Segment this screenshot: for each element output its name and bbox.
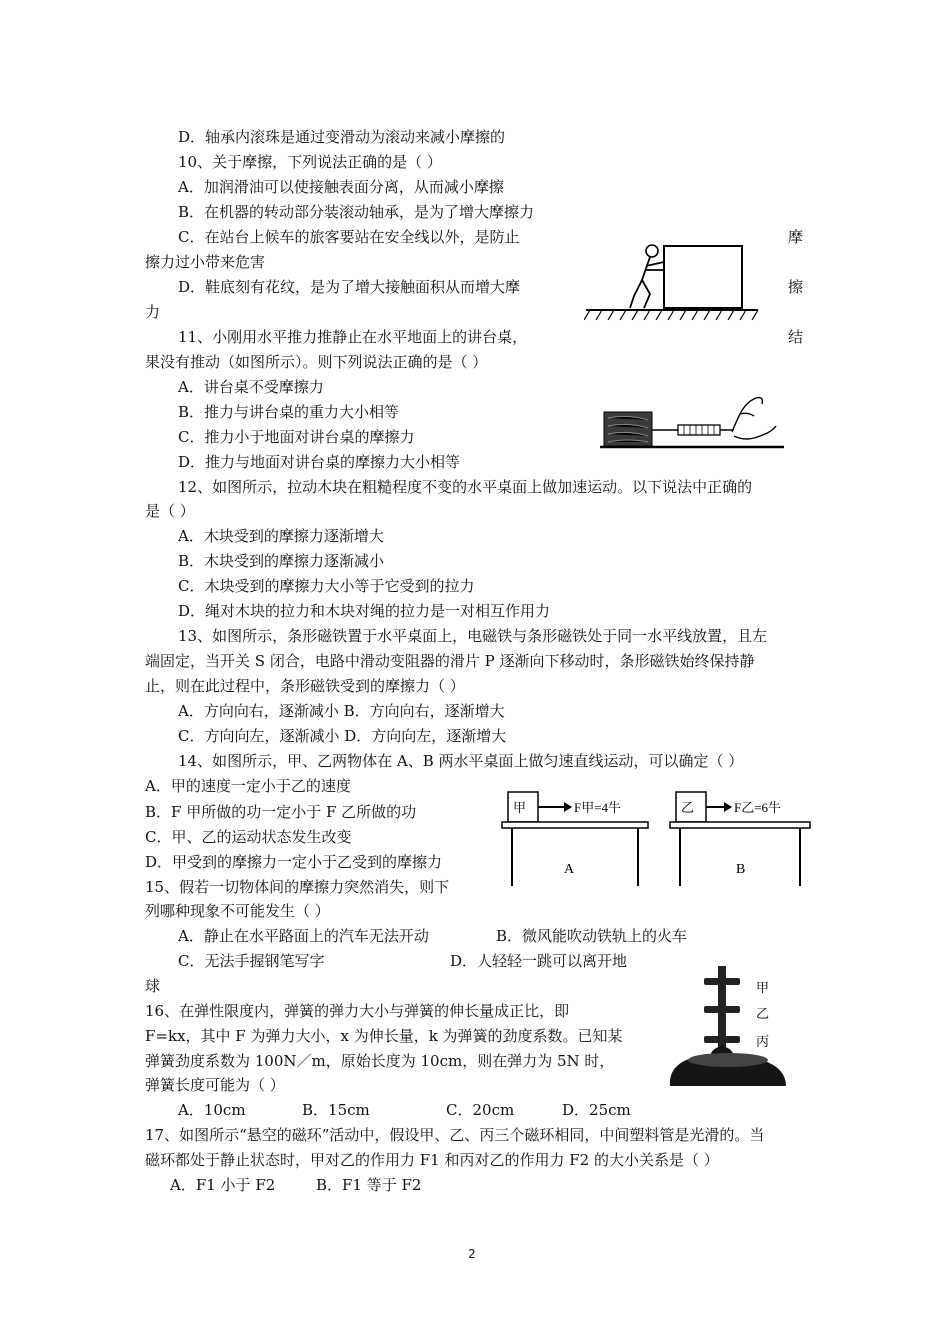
q15-option-c: C．无法手握钢笔写字 [178,952,325,970]
q13-stem: 13、如图所示，条形磁铁置于水平桌面上，电磁铁与条形磁铁处于同一水平线放置，且左 [178,627,768,645]
force-a-label: F甲=4牛 [574,800,622,815]
q13-stem-cont-1: 端固定，当开关 S 闭合，电路中滑动变阻器的滑片 P 逐渐向下移动时，条形磁铁始终保持静 [145,652,755,670]
q12-stem-cont: 是（ ） [145,502,195,520]
block-b-label: 乙 [681,800,695,815]
q15-option-b: B．微风能吹动铁轨上的火车 [496,927,688,945]
q14-option-d: D．甲受到的摩擦力一定小于乙受到的摩擦力 [145,853,443,871]
q17-stem: 17、如图所示“悬空的磁环”活动中，假设甲、乙、丙三个磁环相同，中间塑料管是光滑的。当 [145,1126,765,1144]
q12-option-a: A．木块受到的摩擦力逐渐增大 [178,527,384,545]
q15-stem-cont: 列哪种现象不可能发生（ ） [145,902,330,920]
q14-option-a: A．甲的速度一定小于乙的速度 [145,777,351,795]
q16-stem: 16、在弹性限度内，弹簧的弹力大小与弹簧的伸长量成正比，即 [145,1002,570,1020]
page-number: 2 [468,1247,476,1261]
q12-option-d: D．绳对木块的拉力和木块对绳的拉力是一对相互作用力 [178,602,551,620]
q11-stem-cont: 果没有推动（如图所示）。则下列说法正确的是（ ） [145,353,488,371]
q10-option-c-cont: 擦力过小带来危害 [145,253,266,271]
q15-option-d: D．人轻轻一跳可以离开地 [450,952,628,970]
q16-stem-cont-2: 弹簧劲度系数为 100N／m，原始长度为 10cm，则在弹力为 5N 时， [145,1052,615,1070]
q10-option-d: D．鞋底刻有花纹，是为了增大接触面积从而增大摩 [178,278,521,296]
q10-option-c: C．在站台上候车的旅客要站在安全线以外，是防止 [178,228,520,246]
q15-option-d-cont: 球 [145,977,161,995]
q17-option-a: A．F1 小于 F2 [170,1176,276,1194]
q11-option-d: D．推力与地面对讲台桌的摩擦力大小相等 [178,453,461,471]
q11-stem-tail: 结 [788,328,804,346]
table-b-caption: B [736,862,746,877]
q11-option-a: A．讲台桌不受摩擦力 [178,378,324,396]
q17-option-b: B．F1 等于 F2 [316,1176,422,1194]
q10-option-d-cont: 力 [145,303,161,321]
q14-stem: 14、如图所示，甲、乙两物体在 A、B 两水平桌面上做匀速直线运动，可以确定（ ） [178,752,744,770]
q13-options-cd: C．方向向左，逐渐减小 D．方向向左，逐渐增大 [178,727,507,745]
q15-stem: 15、假若一切物体间的摩擦力突然消失，则下 [145,878,450,896]
q16-stem-cont-3: 弹簧长度可能为（ ） [145,1076,285,1094]
q10-option-a: A．加润滑油可以使接触表面分离，从而减小摩擦 [178,178,504,196]
q13-options-ab: A．方向向右，逐渐减小 B．方向向右，逐渐增大 [178,702,505,720]
q10-stem: 10、关于摩擦，下列说法正确的是（ ） [178,153,442,171]
ring-bot-label: 丙 [756,1034,770,1049]
tables-figure [500,788,812,890]
ring-top-label: 甲 [756,980,770,995]
q12-option-c: C．木块受到的摩擦力大小等于它受到的拉力 [178,577,475,595]
q17-stem-cont: 磁环都处于静止状态时，甲对乙的作用力 F1 和丙对乙的作用力 F2 的大小关系是（ ） [145,1151,719,1169]
q11-stem: 11、小刚用水平推力推静止在水平地面上的讲台桌， [178,328,528,346]
table-a-caption: A [564,862,575,877]
q13-stem-cont-2: 止，则在此过程中，条形磁铁受到的摩擦力（ ） [145,677,465,695]
q16-option-a: A．10cm [178,1101,246,1119]
q12-stem: 12、如图所示，拉动木块在粗糙程度不变的水平桌面上做加速运动。以下说法中正确的 [178,478,753,496]
q9-option-d: D．轴承内滚珠是通过变滑动为滚动来减小摩擦的 [178,128,506,146]
q16-option-c: C．20cm [446,1101,515,1119]
q10-option-c-tail: 摩 [788,228,804,246]
ring-mid-label: 乙 [756,1006,770,1021]
force-b-label: F乙=6牛 [734,800,782,815]
q14-option-c: C．甲、乙的运动状态发生改变 [145,828,352,846]
q12-option-b: B．木块受到的摩擦力逐渐减小 [178,552,385,570]
push-desk-figure [584,236,760,328]
q16-stem-cont-1: F=kx，其中 F 为弹力大小，x 为伸长量，k 为弹簧的劲度系数。已知某 [145,1027,623,1045]
q11-option-c: C．推力小于地面对讲台桌的摩擦力 [178,428,415,446]
q15-option-a: A．静止在水平路面上的汽车无法开动 [178,927,429,945]
block-a-label: 甲 [513,800,527,815]
q14-option-b: B．F 甲所做的功一定小于 F 乙所做的功 [145,803,417,821]
q10-option-b: B．在机器的转动部分装滚动轴承，是为了增大摩擦力 [178,203,535,221]
q16-option-b: B．15cm [302,1101,370,1119]
magnet-rings-figure [660,962,796,1098]
q10-option-d-tail: 擦 [788,278,804,296]
q11-option-b: B．推力与讲台桌的重力大小相等 [178,403,400,421]
q16-option-d: D．25cm [562,1101,631,1119]
pull-block-figure [600,392,784,454]
